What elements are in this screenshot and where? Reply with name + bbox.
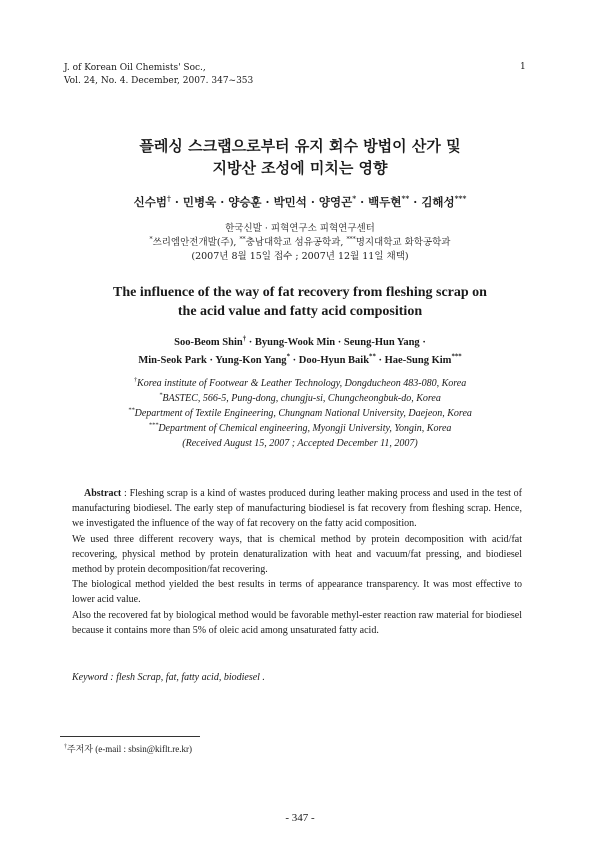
korean-affiliation-line1: 한국신발 · 피혁연구소 피혁연구센터 [225,223,375,234]
author: 백두현** [368,194,410,209]
abstract-para2: We used three different recovery ways, that is chemical method by protein decomposition with acid/fat recovering, physical method by protein denaturalization with heat and vacuum/fat pressing, and biodiesel method by protein decomposition/fat recovering. [72,533,522,576]
korean-dates: (2007년 8월 15일 접수 ; 2007년 12월 11일 채택) [191,251,409,262]
author: 양영곤* [318,194,357,209]
author: 양승훈 [228,195,262,209]
english-title [0,283,600,321]
abstract-para4: Also the recovered fat by biological method would be favorable methyl-ester reaction raw material for biodiesel because it contains more than 5% of oleic acid among unsaturated fatty acid. [72,609,522,636]
keywords: Keyword : flesh Scrap, fat, fatty acid, biodiesel . [72,672,265,683]
footnote: †주저자 (e-mail : sbsin@kiflt.re.kr) [64,744,193,754]
affiliation: ***Department of Chemical engineering, Myongji University, Yongin, Korea [148,421,452,434]
journal-name: J. of Korean Oil Chemists' Soc., [64,63,206,73]
footnote-divider [60,736,200,737]
abstract [72,486,522,638]
abstract-para1: Abstract : Fleshing scrap is a kind of wastes produced during leather making process and used in the test of manufacturing biodiesel. The early step of manufacturing biodiesel is fat recovery from fleshing scrap. Hence, we investigated the influence of the way of fat recovery on the fatty acid composition. [72,488,522,530]
journal-citation [64,62,253,88]
english-title-line2: the acid value and fatty acid composition [177,304,423,319]
korean-title [0,135,600,179]
english-authors-line2: Min-Seok Park · Yung-Kon Yang* · Doo-Hyun Baik** · Hae-Sung Kim*** [138,353,462,366]
abstract-para3: The biological method yielded the best results in terms of appearance transparency. It was most effective to lower acid value. [72,579,522,606]
author: 김해성*** [421,194,467,209]
author: 민병욱 [182,195,217,209]
korean-title-line1: 플레싱 스크랩으로부터 유지 회수 방법이 산가 및 [139,137,461,155]
korean-affiliations [0,222,600,264]
author: 신수범† [133,194,171,209]
page-footer: - 347 - [285,812,315,824]
english-affiliations [60,376,540,451]
english-title-line1: The influence of the way of fat recovery from fleshing scrap on [113,285,487,300]
author: 박민석 [273,195,307,209]
journal-volume: Vol. 24, No. 4. December, 2007. 347~353 [64,76,254,86]
korean-affiliation-line2: *쓰리엠안전개발(주), **충남대학교 섬유공학과, ***명지대학교 화학공학과 [149,235,451,248]
affiliation: *BASTEC, 566-5, Pung-dong, chungju-si, Chungcheongbuk-do, Korea [159,391,441,404]
page-number: 1 [520,62,526,72]
korean-authors: 신수범† · 민병욱 · 양승훈 · 박민석 · 양영곤* · 백두현** · 김해성*** [133,194,467,209]
english-authors [0,334,600,370]
korean-title-line2: 지방산 조성에 미치는 영향 [212,159,388,177]
affiliation: †Korea institute of Footwear & Leather Technology, Dongducheon 483-080, Korea [133,376,467,389]
affiliation: **Department of Textile Engineering, Chungnam National University, Daejeon, Korea [128,406,472,419]
english-authors-line1: Soo-Beom Shin† · Byung-Wook Min · Seung-Hun Yang · [174,335,426,348]
english-dates: (Received August 15, 2007 ; Accepted December 11, 2007) [182,438,418,449]
abstract-label: Abstract [84,488,122,499]
